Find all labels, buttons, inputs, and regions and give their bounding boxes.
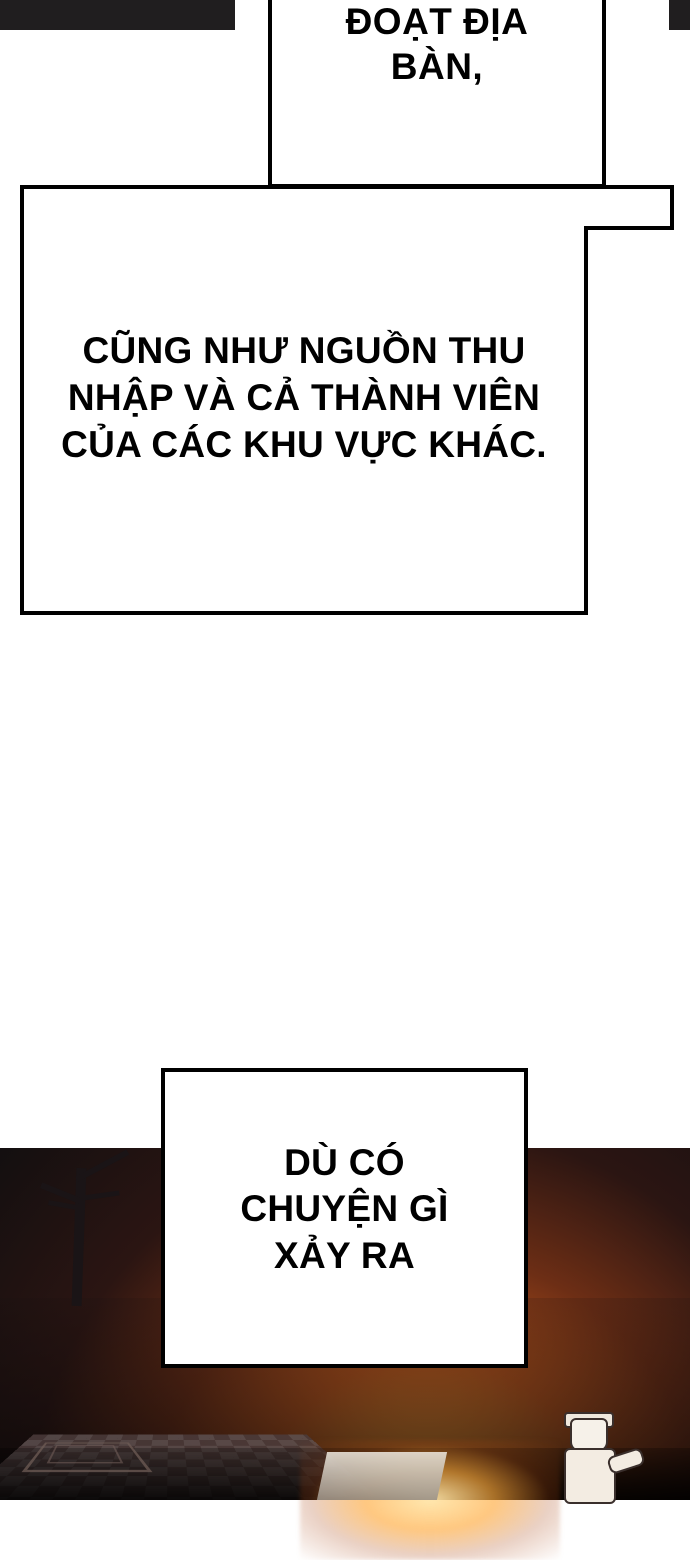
bubble-bottom-line-3: XẢY RA	[274, 1234, 415, 1276]
character-head	[570, 1418, 608, 1452]
speech-bubble-bottom-text	[165, 1140, 524, 1279]
speech-bubble-middle-notch	[584, 185, 674, 230]
speech-bubble-top-text	[268, 0, 606, 89]
bubble-middle-line-1: CŨNG NHƯ NGUỒN THU	[82, 330, 526, 371]
vehicle-shape	[317, 1452, 447, 1500]
top-dark-strip-left	[0, 0, 235, 30]
bubble-middle-line-2: NHẬP VÀ CẢ THÀNH VIÊN	[67, 376, 541, 418]
bubble-bottom-line-2: CHUYỆN GÌ	[240, 1188, 449, 1230]
top-dark-strip-right	[669, 0, 690, 30]
tree-planter-inner	[47, 1445, 124, 1463]
speech-bubble-middle-notch-join	[580, 189, 590, 226]
bubble-top-line-2: ĐOẠT ĐỊA	[345, 1, 529, 43]
bubble-bottom-line-1: DÙ CÓ	[284, 1142, 405, 1183]
bubble-top-line-3: BÀN,	[390, 46, 484, 88]
standing-character	[556, 1418, 642, 1500]
character-body	[564, 1448, 616, 1504]
bubble-middle-line-3: CỦA CÁC KHU VỰC KHÁC.	[61, 423, 547, 465]
speech-bubble-middle-text	[28, 328, 580, 469]
